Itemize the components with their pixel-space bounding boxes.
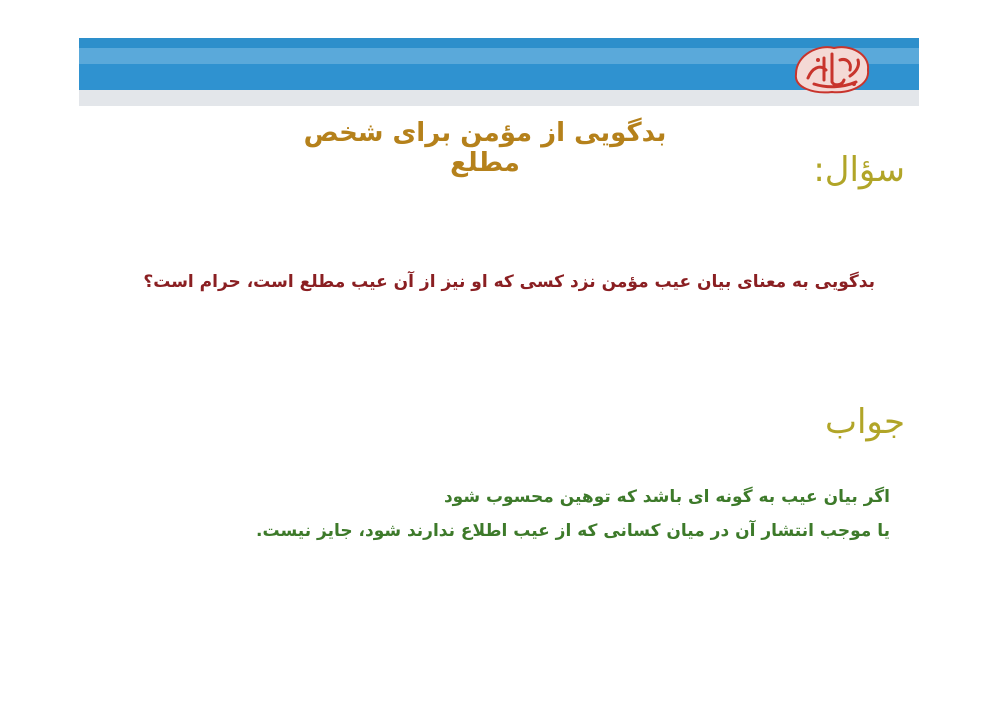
- question-text: بدگویی به معنای بیان عیب مؤمن نزد کسی که او نیز از آن عیب مطلع است، حرام است؟: [143, 272, 875, 292]
- answer-text: [230, 480, 890, 548]
- calligraphy-seal-icon: [790, 40, 874, 96]
- question-heading: سؤال:: [813, 150, 905, 190]
- answer-line: اگر بیان عیب به گونه ای باشد که توهین محسوب شود: [443, 487, 890, 507]
- slide-title: بدگویی از مؤمن برای شخص مطلع: [303, 118, 667, 178]
- answer-heading: جواب: [824, 402, 905, 442]
- answer-line: یا موجب انتشار آن در میان کسانی که از عیب اطلاع ندارند شود، جایز نیست.: [256, 521, 890, 541]
